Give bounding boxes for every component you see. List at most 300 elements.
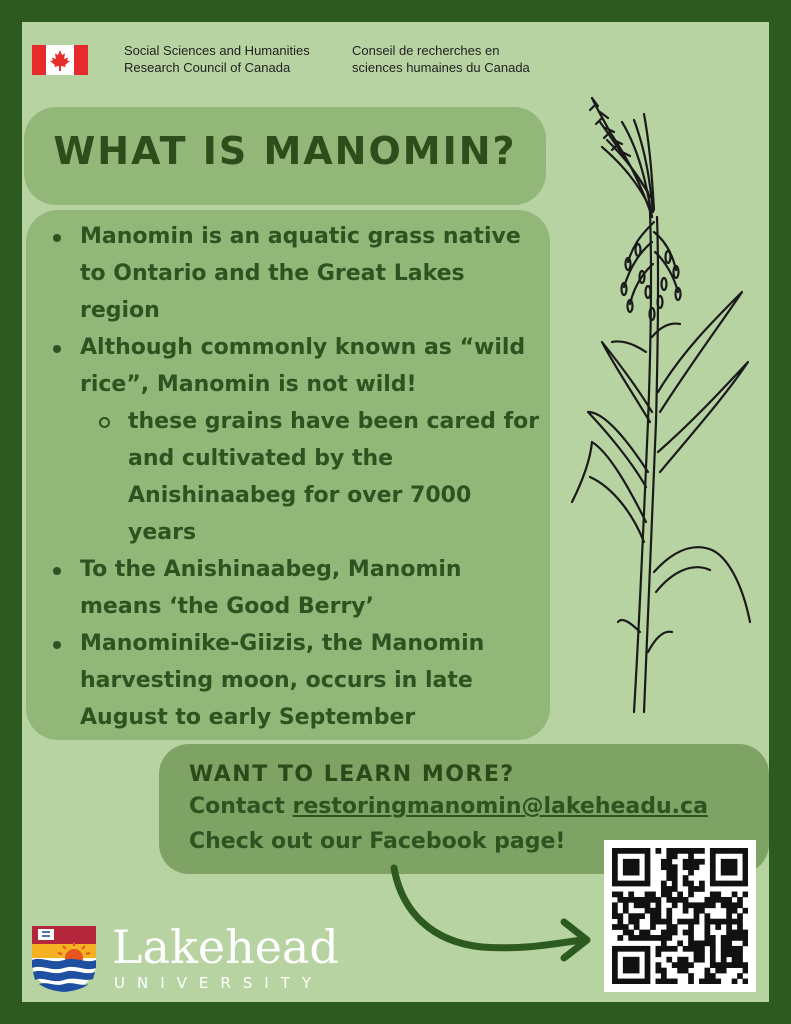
qr-module — [726, 902, 732, 908]
qr-module — [628, 957, 634, 963]
lakehead-logo — [28, 920, 358, 994]
qr-module — [683, 968, 689, 974]
qr-module — [650, 908, 656, 914]
qr-module — [694, 886, 700, 892]
learn-more-heading: WANT TO LEARN MORE? — [189, 762, 515, 787]
qr-module — [628, 892, 634, 898]
qr-module — [645, 902, 651, 908]
qr-module — [704, 897, 710, 903]
qr-module — [639, 935, 645, 941]
qr-module — [721, 935, 727, 941]
qr-module — [683, 957, 689, 963]
qr-module — [656, 935, 662, 941]
qr-module — [661, 859, 667, 865]
qr-module — [732, 848, 738, 854]
qr-module — [699, 940, 705, 946]
qr-module — [672, 897, 678, 903]
qr-module — [612, 853, 618, 859]
qr-module — [726, 864, 732, 870]
qr-module — [639, 848, 645, 854]
qr-module — [666, 924, 672, 930]
qr-module — [672, 886, 678, 892]
qr-module — [726, 930, 732, 936]
facts-panel — [26, 210, 550, 740]
sshrc-english-line: Research Council of Canada — [124, 60, 291, 75]
qr-module — [688, 924, 694, 930]
qr-module — [715, 968, 721, 974]
qr-module — [688, 935, 694, 941]
qr-module — [737, 951, 743, 957]
qr-module — [704, 973, 710, 979]
qr-module — [683, 848, 689, 854]
qr-module — [726, 962, 732, 968]
qr-module — [661, 892, 667, 898]
qr-module — [612, 881, 618, 887]
qr-module — [737, 957, 743, 963]
sub-list-item — [26, 403, 550, 551]
qr-module — [617, 924, 623, 930]
qr-module — [628, 864, 634, 870]
qr-module — [645, 968, 651, 974]
qr-module — [634, 864, 640, 870]
qr-module — [666, 935, 672, 941]
qr-module — [743, 859, 748, 865]
qr-module — [699, 848, 705, 854]
qr-module — [699, 951, 705, 957]
qr-module — [694, 957, 700, 963]
qr-module — [743, 962, 748, 968]
qr-module — [694, 940, 700, 946]
qr-module — [656, 848, 662, 854]
qr-module — [628, 881, 634, 887]
qr-module — [634, 946, 640, 952]
qr-module — [634, 919, 640, 925]
qr-module — [704, 968, 710, 974]
qr-module — [634, 859, 640, 865]
qr-module — [661, 979, 667, 984]
qr-module — [710, 979, 716, 984]
qr-module — [704, 979, 710, 984]
qr-module — [612, 902, 618, 908]
qr-module — [704, 924, 710, 930]
qr-module — [732, 979, 738, 984]
contact-label: Contact — [189, 794, 293, 819]
qr-module — [612, 859, 618, 865]
qr-module — [688, 919, 694, 925]
qr-module — [623, 924, 629, 930]
qr-module — [683, 930, 689, 936]
qr-module — [688, 859, 694, 865]
list-item-line: to Ontario and the Great Lakes — [80, 261, 465, 286]
qr-module — [726, 951, 732, 957]
qr-module — [726, 908, 732, 914]
qr-module — [694, 848, 700, 854]
qr-module — [639, 946, 645, 952]
qr-module — [721, 859, 727, 865]
qr-module — [743, 875, 748, 881]
sshrc-english-line: Social Sciences and Humanities — [124, 43, 310, 58]
qr-module — [661, 935, 667, 941]
qr-module — [666, 859, 672, 865]
qr-module — [612, 875, 618, 881]
qr-module — [694, 908, 700, 914]
qr-module — [694, 859, 700, 865]
qr-module — [645, 848, 651, 854]
qr-module — [645, 853, 651, 859]
qr-module — [628, 968, 634, 974]
qr-module — [743, 870, 748, 876]
qr-module — [634, 897, 640, 903]
qr-module — [623, 908, 629, 914]
qr-module — [623, 946, 629, 952]
qr-module — [628, 870, 634, 876]
qr-module — [710, 853, 716, 859]
qr-module — [634, 924, 640, 930]
qr-module — [656, 968, 662, 974]
lakehead-shield-icon — [30, 924, 98, 992]
qr-module — [699, 886, 705, 892]
qr-module — [732, 864, 738, 870]
qr-module — [710, 935, 716, 941]
qr-module — [656, 946, 662, 952]
qr-module — [645, 897, 651, 903]
qr-module — [617, 979, 623, 984]
qr-module — [737, 935, 743, 941]
qr-module — [688, 892, 694, 898]
qr-module — [721, 864, 727, 870]
qr-module — [737, 946, 743, 952]
qr-module — [612, 864, 618, 870]
qr-module — [704, 919, 710, 925]
qr-module — [617, 913, 623, 919]
qr-module — [704, 902, 710, 908]
qr-module — [656, 902, 662, 908]
qr-module — [715, 924, 721, 930]
qr-module — [634, 848, 640, 854]
qr-module — [688, 902, 694, 908]
qr-module — [721, 946, 727, 952]
qr-module — [661, 881, 667, 887]
qr-module — [645, 951, 651, 957]
qr-module — [688, 881, 694, 887]
qr-module — [645, 864, 651, 870]
qr-module — [645, 962, 651, 968]
qr-module — [645, 875, 651, 881]
qr-module — [628, 913, 634, 919]
list-item-line: Anishinaabeg for over 7000 — [128, 483, 472, 508]
qr-module — [726, 897, 732, 903]
qr-module — [721, 962, 727, 968]
qr-module — [628, 935, 634, 941]
list-item-line: years — [128, 520, 197, 545]
qr-module — [721, 902, 727, 908]
qr-module — [612, 962, 618, 968]
list-item-line: region — [80, 298, 160, 323]
qr-module — [699, 946, 705, 952]
qr-module — [688, 886, 694, 892]
qr-module — [743, 864, 748, 870]
sshrc-french-line: Conseil de recherches en — [352, 43, 500, 58]
qr-module — [645, 957, 651, 963]
qr-module — [732, 892, 738, 898]
qr-module — [656, 913, 662, 919]
qr-module — [694, 919, 700, 925]
qr-module — [672, 924, 678, 930]
email-link[interactable]: restoringmanomin@lakeheadu.ca — [292, 794, 708, 819]
qr-module — [623, 979, 629, 984]
qr-module — [656, 951, 662, 957]
title-panel — [24, 107, 546, 205]
qr-module — [661, 864, 667, 870]
qr-module — [743, 930, 748, 936]
qr-module — [645, 892, 651, 898]
list-item — [26, 551, 550, 625]
qr-module — [737, 897, 743, 903]
qr-module — [732, 881, 738, 887]
qr-module — [732, 919, 738, 925]
qr-module — [688, 940, 694, 946]
qr-module — [666, 875, 672, 881]
qr-module — [634, 870, 640, 876]
qr-module — [645, 935, 651, 941]
qr-module — [710, 973, 716, 979]
qr-module — [612, 957, 618, 963]
qr-module — [737, 881, 743, 887]
list-item-line: rice”, Manomin is not wild! — [80, 372, 417, 397]
qr-module — [699, 881, 705, 887]
qr-module — [732, 902, 738, 908]
qr-module — [645, 908, 651, 914]
qr-module — [710, 859, 716, 865]
qr-module — [721, 919, 727, 925]
qr-module — [710, 875, 716, 881]
qr-module — [710, 870, 716, 876]
qr-module — [634, 913, 640, 919]
qr-module — [726, 946, 732, 952]
qr-module — [688, 870, 694, 876]
qr-module — [645, 881, 651, 887]
qr-module — [721, 940, 727, 946]
qr-module — [677, 968, 683, 974]
qr-module — [672, 962, 678, 968]
qr-module — [737, 913, 743, 919]
qr-module — [737, 902, 743, 908]
qr-module — [688, 848, 694, 854]
qr-module — [623, 897, 629, 903]
qr-module — [666, 946, 672, 952]
qr-module — [726, 859, 732, 865]
qr-module — [721, 870, 727, 876]
list-item-line: Although commonly known as “wild — [80, 335, 526, 360]
qr-module — [743, 853, 748, 859]
qr-module — [639, 979, 645, 984]
qr-module — [677, 919, 683, 925]
university-subtitle: UNIVERSITY — [114, 974, 324, 992]
qr-module — [743, 940, 748, 946]
qr-module — [645, 946, 651, 952]
qr-module — [694, 864, 700, 870]
qr-module — [623, 968, 629, 974]
qr-module — [677, 957, 683, 963]
qr-module — [743, 848, 748, 854]
qr-module — [656, 962, 662, 968]
qr-module — [612, 913, 618, 919]
qr-module — [732, 935, 738, 941]
qr-module — [726, 881, 732, 887]
qr-module — [683, 864, 689, 870]
list-item-line: Manominike-Giizis, the Manomin — [80, 631, 485, 656]
qr-module — [677, 848, 683, 854]
qr-module — [721, 897, 727, 903]
qr-module — [726, 940, 732, 946]
qr-module — [699, 908, 705, 914]
qr-code[interactable] — [604, 840, 756, 992]
qr-module — [650, 935, 656, 941]
qr-module — [699, 902, 705, 908]
qr-module — [661, 886, 667, 892]
qr-module — [677, 897, 683, 903]
qr-module — [661, 940, 667, 946]
qr-module — [710, 946, 716, 952]
qr-module — [710, 902, 716, 908]
qr-module — [688, 864, 694, 870]
qr-module — [743, 979, 748, 984]
qr-module — [617, 881, 623, 887]
qr-module — [666, 870, 672, 876]
qr-module — [639, 881, 645, 887]
qr-module — [650, 924, 656, 930]
qr-module — [634, 881, 640, 887]
qr-module — [726, 870, 732, 876]
qr-module — [710, 962, 716, 968]
qr-module — [683, 962, 689, 968]
qr-module — [688, 973, 694, 979]
qr-module — [694, 913, 700, 919]
qr-module — [639, 902, 645, 908]
qr-module — [721, 951, 727, 957]
qr-module — [617, 919, 623, 925]
facebook-cta: Check out our Facebook page! — [189, 829, 566, 854]
qr-module — [688, 946, 694, 952]
qr-module — [694, 946, 700, 952]
qr-module — [732, 870, 738, 876]
qr-module — [628, 930, 634, 936]
qr-module — [672, 848, 678, 854]
qr-module — [688, 979, 694, 984]
qr-module — [683, 875, 689, 881]
qr-module — [628, 946, 634, 952]
qr-module — [743, 968, 748, 974]
qr-module — [666, 919, 672, 925]
qr-module — [721, 881, 727, 887]
qr-module — [628, 962, 634, 968]
qr-module — [628, 859, 634, 865]
qr-module — [704, 940, 710, 946]
qr-module — [617, 946, 623, 952]
list-item-line: these grains have been cared for — [128, 409, 540, 434]
qr-module — [732, 859, 738, 865]
curved-arrow-icon — [382, 862, 612, 972]
qr-module — [726, 935, 732, 941]
qr-module — [715, 892, 721, 898]
qr-module — [645, 979, 651, 984]
qr-module — [677, 892, 683, 898]
qr-module — [672, 864, 678, 870]
contact-line — [189, 794, 708, 819]
qr-module — [612, 848, 618, 854]
qr-module — [715, 979, 721, 984]
qr-module — [650, 913, 656, 919]
qr-module — [661, 946, 667, 952]
qr-module — [732, 957, 738, 963]
qr-module — [623, 870, 629, 876]
qr-module — [683, 908, 689, 914]
qr-module — [688, 930, 694, 936]
qr-module — [612, 870, 618, 876]
qr-module — [715, 962, 721, 968]
list-item-line: August to early September — [80, 705, 416, 730]
sshrc-english-name — [124, 42, 310, 76]
qr-module — [639, 930, 645, 936]
qr-module — [628, 848, 634, 854]
qr-module — [715, 919, 721, 925]
qr-module — [743, 881, 748, 887]
qr-module — [666, 886, 672, 892]
qr-module — [623, 962, 629, 968]
qr-module — [726, 848, 732, 854]
qr-module — [704, 930, 710, 936]
wild-rice-plant-illustration — [552, 92, 762, 722]
university-name: Lakehead — [112, 920, 339, 974]
qr-module — [743, 935, 748, 941]
qr-module — [666, 930, 672, 936]
qr-module — [710, 957, 716, 963]
qr-module — [694, 902, 700, 908]
qr-module — [645, 930, 651, 936]
qr-module — [628, 919, 634, 925]
qr-module — [672, 853, 678, 859]
qr-module — [634, 962, 640, 968]
list-item-line: Manomin is an aquatic grass native — [80, 224, 521, 249]
qr-module — [710, 864, 716, 870]
qr-module — [656, 908, 662, 914]
qr-module — [612, 924, 618, 930]
qr-module — [672, 881, 678, 887]
qr-module — [617, 892, 623, 898]
qr-module — [617, 848, 623, 854]
qr-module — [623, 864, 629, 870]
qr-module — [704, 935, 710, 941]
qr-module — [617, 935, 623, 941]
qr-module — [666, 979, 672, 984]
qr-module — [721, 957, 727, 963]
qr-module — [628, 979, 634, 984]
qr-module — [623, 902, 629, 908]
qr-module — [628, 897, 634, 903]
qr-module — [710, 940, 716, 946]
qr-module — [623, 881, 629, 887]
qr-module — [683, 902, 689, 908]
qr-module — [672, 946, 678, 952]
qr-module — [694, 951, 700, 957]
qr-module — [672, 902, 678, 908]
qr-module — [710, 881, 716, 887]
qr-module — [634, 957, 640, 963]
qr-module — [688, 853, 694, 859]
qr-module — [737, 848, 743, 854]
qr-module — [688, 962, 694, 968]
qr-module — [666, 848, 672, 854]
